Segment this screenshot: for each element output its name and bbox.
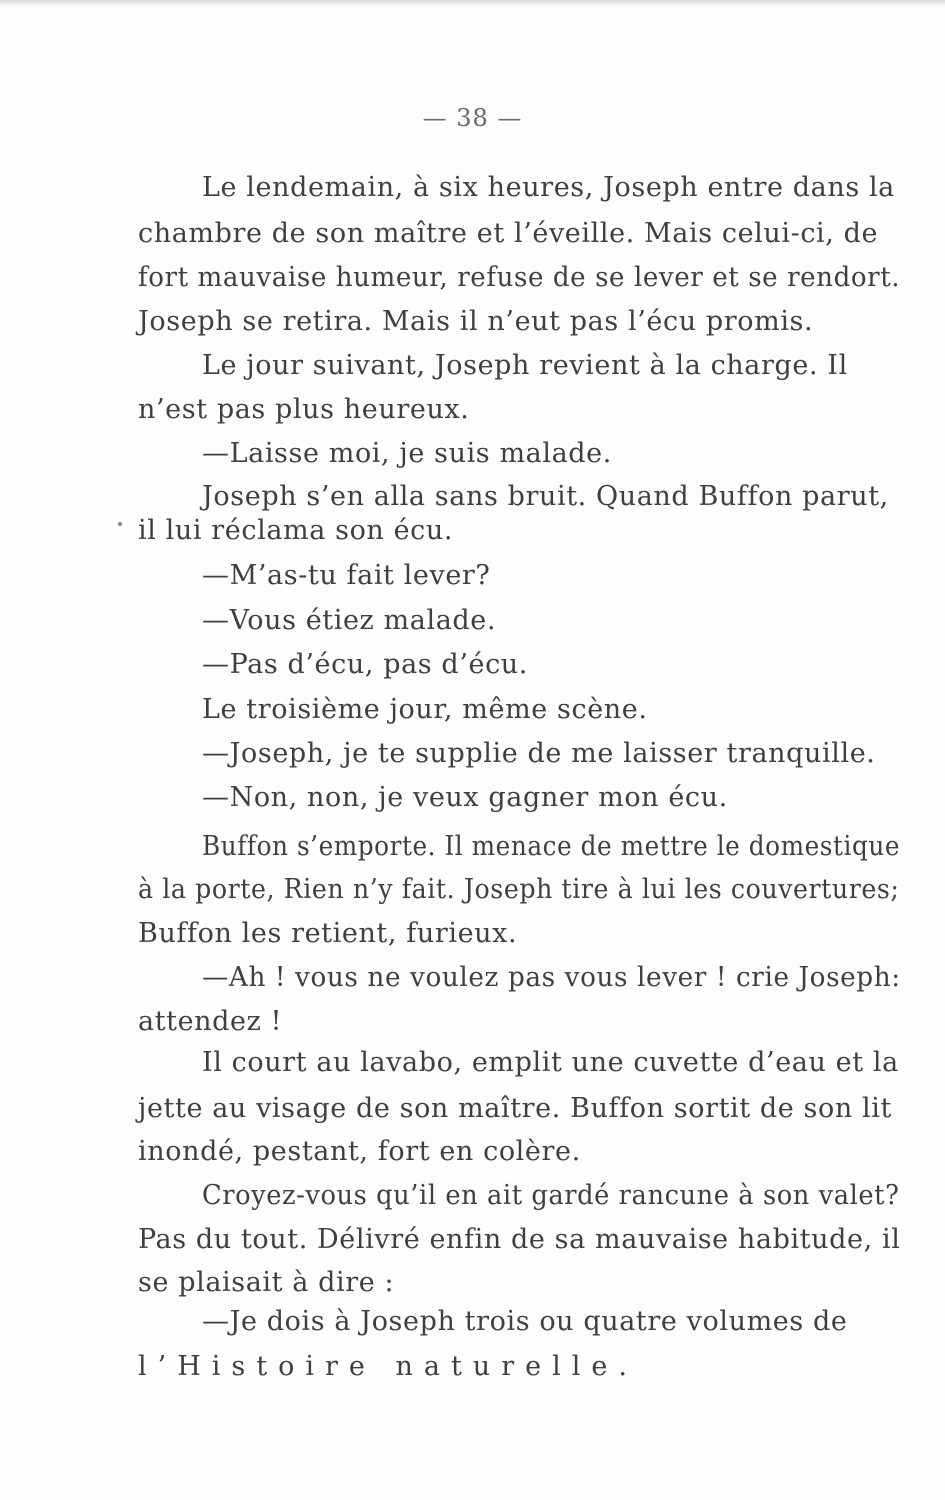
- text-line: attendez !: [138, 1006, 283, 1037]
- page-number: — 38 —: [422, 104, 523, 132]
- text-line: —Non, non, je veux gagner mon écu.: [202, 782, 728, 813]
- margin-dot: [118, 522, 122, 526]
- text-line: Le troisième jour, même scène.: [202, 694, 648, 725]
- text-line: l’Histoire naturelle.: [138, 1351, 638, 1382]
- text-line: Joseph s’en alla sans bruit. Quand Buffon parut,: [202, 481, 889, 512]
- text-line: Le lendemain, à six heures, Joseph entre dans la: [202, 172, 895, 203]
- text-line: —M’as-tu fait lever?: [202, 560, 491, 591]
- text-line: il lui réclama son écu.: [138, 515, 454, 546]
- text-line: Pas du tout. Délivré enfin de sa mauvaise habitude, il: [138, 1224, 901, 1255]
- text-line: —Laisse moi, je suis malade.: [202, 438, 612, 469]
- text-line: Buffon s’emporte. Il menace de mettre le domestique: [202, 831, 901, 862]
- text-line: —Vous étiez malade.: [202, 605, 497, 636]
- text-line: jette au visage de son maître. Buffon sortit de son lit: [138, 1093, 892, 1124]
- text-line: n’est pas plus heureux.: [138, 394, 470, 425]
- text-line: inondé, pestant, fort en colère.: [138, 1136, 581, 1167]
- text-line: Il court au lavabo, emplit une cuvette d’eau et la: [202, 1047, 899, 1078]
- text-line: Buffon les retient, furieux.: [138, 918, 518, 949]
- text-line: —Je dois à Joseph trois ou quatre volumes de: [202, 1306, 848, 1337]
- text-line: Joseph se retira. Mais il n’eut pas l’écu promis.: [138, 306, 814, 337]
- text-line: à la porte, Rien n’y fait. Joseph tire à lui les couvertures;: [138, 874, 900, 905]
- text-line: —Ah ! vous ne voulez pas vous lever ! crie Joseph:: [202, 962, 901, 993]
- text-line: chambre de son maître et l’éveille. Mais celui-ci, de: [138, 218, 879, 249]
- text-line: Croyez-vous qu’il en ait gardé rancune à son valet?: [202, 1180, 900, 1211]
- text-line: —Joseph, je te supplie de me laisser tranquille.: [202, 738, 876, 769]
- text-line: —Pas d’écu, pas d’écu.: [202, 649, 528, 680]
- text-line: fort mauvaise humeur, refuse de se lever et se rendort.: [138, 262, 901, 293]
- text-line: se plaisait à dire :: [138, 1267, 395, 1298]
- text-line: Le jour suivant, Joseph revient à la charge. Il: [202, 350, 848, 381]
